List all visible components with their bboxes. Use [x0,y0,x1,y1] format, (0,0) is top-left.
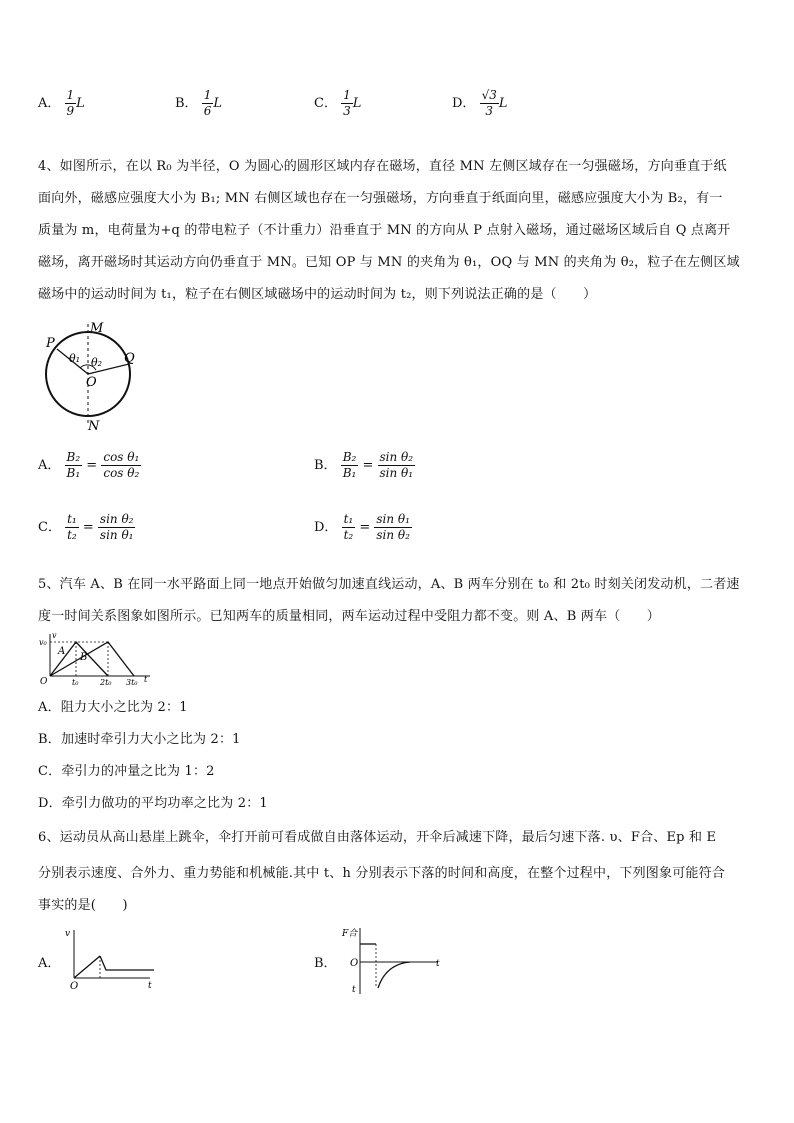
variable: L [213,96,222,111]
label-t0: t₀ [72,678,79,686]
denominator: cos θ₂ [103,466,140,480]
numerator: sin θ₂ [379,450,414,464]
fraction-left [341,450,359,481]
label-theta1: θ₁ [69,352,81,365]
q3-option-c [314,88,361,119]
q6-option-b-graph [338,924,448,996]
q4-circle-figure [36,318,146,436]
q4-option-d: D． $\frac{\text{t₁}}{\text{t₂}}$ = $\frac{\text{sin θ₁}}{\text{sin θ₂}}$ [314,512,410,542]
q3-option-a [38,88,85,119]
label-t: t [436,959,440,969]
label-o: O [350,958,359,969]
numerator: B₂ [66,450,81,464]
fraction-left [65,450,83,481]
fraction-right [101,450,141,481]
label-p: P [46,336,55,351]
denominator: sin θ₁ [379,466,414,480]
q3-option-d [452,88,508,119]
q4-option-c: C． $\frac{\text{t₁}}{\text{t₂}}$ = $\frac{\text{sin θ₂}}{\text{sin θ₁}}$ [38,512,134,542]
label-m: M [90,321,104,336]
q6-line-1: 6、运动员从高山悬崖上跳伞，伞打开前可看成做自由落体运动，开伞后减速下降，最后匀速下落. υ、F合、Ep 和 E [38,830,717,845]
fraction-right [378,450,416,481]
q4-option-a: A． $\frac{\text{B₂}}{\text{B₁}}$ = $\frac{\text{cos θ₁}}{\text{cos θ₂}}$ [38,450,140,480]
label-theta2: θ₂ [91,356,103,369]
label-v: v [65,929,71,939]
fraction-left [342,512,356,543]
q6-option-a-graph [62,926,162,992]
fraction-right [374,512,412,543]
velocity-curve [74,956,100,978]
variable: L [76,96,85,111]
option-label: B． [314,458,337,473]
option-label: D． [452,96,476,111]
numerator: sin θ₂ [99,512,134,526]
label-b: B [80,652,88,663]
denominator: t₂ [67,528,77,542]
denominator: B₁ [66,466,81,480]
numerator: cos θ₁ [103,450,140,464]
label-o: O [70,981,79,992]
numerator: t₁ [67,512,77,526]
denominator: 6 [203,104,212,118]
q5-vt-graph [36,630,160,686]
denominator: sin θ₂ [376,528,410,542]
option-label: A． [38,458,61,473]
option-label: D． [314,520,338,535]
q5-line-1: 5、汽车 A、B 在同一水平路面上同一地点开始做匀加速直线运动，A、B 两车分别在 t₀ 和 2t₀ 时刻关闭发动机，二者速 [38,577,740,592]
fraction [480,88,499,119]
fraction [202,88,214,119]
q5-option-d: D．牵引力做功的平均功率之比为 2：1 [38,796,268,811]
fraction-right [98,512,136,543]
velocity-after [100,956,154,970]
label-t-bottom: t [352,985,356,995]
denominator: 9 [66,104,75,118]
q4-line-4: 磁场，离开磁场时其运动方向仍垂直于 MN。已知 OP 与 MN 的夹角为 θ₁，OQ 与 MN 的夹角为 θ₂，粒子在左侧区域 [38,255,740,270]
option-label: B． [175,96,198,111]
numerator: 1 [66,88,75,102]
fraction [65,88,77,119]
q3-option-b [175,88,222,119]
numerator: √3 [481,88,497,102]
q5-line-2: 度一时间关系图象如图所示。已知两车的质量相同，两车运动过程中受阻力都不变。则 A、B 两车（ ） [38,609,661,624]
numerator: sin θ₁ [376,512,410,526]
denominator: t₂ [343,528,354,542]
q5-option-b: B．加速时牵引力大小之比为 2：1 [38,732,241,747]
q6-line-2: 分别表示速度、合外力、重力势能和机械能.其中 t、h 分别表示下落的时间和高度，在整个过程中，下列图象可能符合 [38,866,725,881]
label-t: t [148,981,152,991]
q5-option-c: C．牵引力的冲量之比为 1：2 [38,764,215,779]
denominator: B₁ [342,466,357,480]
label-o: O [86,375,97,390]
label-f: F合 [342,929,358,939]
variable: L [352,96,362,111]
label-a: A [58,646,66,657]
label-3t0: 3t₀ [126,678,138,686]
denominator: 3 [343,104,351,118]
numerator: 1 [343,88,351,102]
label-v: v [52,631,57,640]
denominator: 3 [485,104,494,118]
variable: L [498,96,508,111]
label-q: Q [124,351,135,366]
q6-option-b-label: B． [314,956,337,971]
label-n: N [88,419,100,434]
q4-line-1: 4、如图所示，在以 R₀ 为半径，O 为圆心的圆形区域内存在磁场，直径 MN 左侧区域存在一匀强磁场，方向垂直于纸 [38,159,727,174]
label-v0: v₀ [39,638,47,647]
option-label: A． [38,96,61,111]
option-label: C． [38,520,61,535]
q4-line-5: 磁场中的运动时间为 t₁，粒子在右侧区域磁场中的运动时间为 t₂，则下列说法正确的是（ ） [38,287,597,302]
denominator: sin θ₁ [99,528,134,542]
q4-line-3: 质量为 m，电荷量为+q 的带电粒子（不计重力）沿垂直于 MN 的方向从 P 点射入磁场，通过磁场区域后自 Q 点离开 [38,223,731,238]
fraction-left [65,512,79,543]
option-label: C． [314,96,337,111]
label-o: O [40,677,48,686]
q6-line-3: 事实的是( ) [38,898,128,913]
q6-option-a-label: A． [38,956,61,971]
q4-line-2: 面向外，磁感应强度大小为 B₁; MN 右侧区域也存在一匀强磁场，方向垂直于纸面向里，磁感应强度大小为 B₂，有一 [38,191,723,206]
q4-option-b: B． $\frac{\text{B₂}}{\text{B₁}}$ = $\frac{\text{sin θ₂}}{\text{sin θ₁}}$ [314,450,414,480]
label-2t0: 2t₀ [100,678,112,686]
numerator: t₁ [343,512,354,526]
fraction [341,88,353,119]
force-curve [378,962,410,988]
numerator: 1 [203,88,212,102]
label-t: t [144,675,148,684]
numerator: B₂ [342,450,357,464]
q5-option-a: A．阻力大小之比为 2：1 [38,700,188,715]
